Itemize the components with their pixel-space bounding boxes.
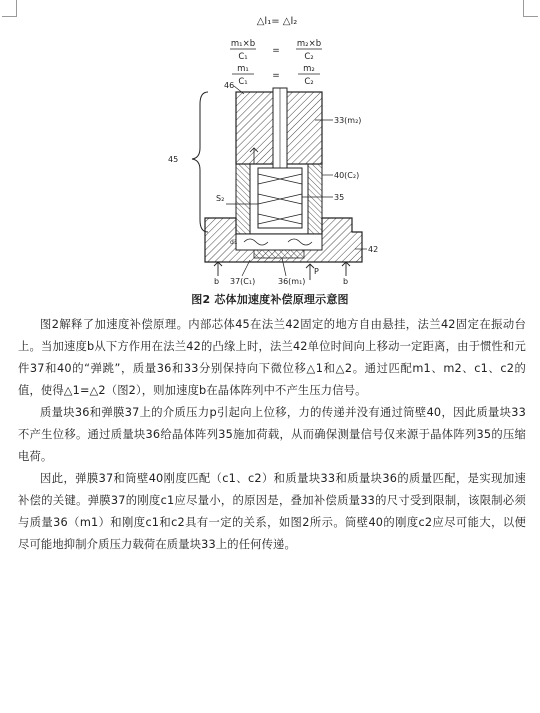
label-45: 45 bbox=[168, 155, 179, 164]
flange-cavity bbox=[236, 234, 322, 250]
figure-caption: 图2 芯体加速度补偿原理示意图 bbox=[191, 293, 349, 306]
paragraph-1: 图2解释了加速度补偿原理。内部芯体45在法兰42固定的地方自由悬挂，法兰42固定在振动台上。当加速度b从下方作用在法兰42的凸缘上时，法兰42单位时间向上移动一定距离，由于惯性和元件37和40的“弹跳”，质量36和33分别保持向下微位移△1和△2。通过匹配m1、m2、c1、c2的值，使得△1=△2（图2），则加速度b在晶体阵列中不产生压力信号。 bbox=[18, 318, 526, 397]
mass-36 bbox=[254, 250, 304, 258]
sensor-diagram-figure bbox=[150, 8, 400, 286]
pressure-arrow-icon bbox=[306, 264, 314, 280]
label-b-right: b bbox=[343, 277, 349, 286]
cylinder-wall-right bbox=[308, 164, 322, 234]
label-33: 33(m₂) bbox=[334, 116, 362, 125]
page-corner-mark-right bbox=[523, 0, 538, 17]
eq3-left-denominator: C₁ bbox=[238, 77, 248, 87]
page-corner-mark-left bbox=[2, 0, 17, 17]
eq2-right-denominator: C₂ bbox=[304, 52, 314, 62]
paragraph-3: 因此，弹膜37和筒壁40刚度匹配（c1、c2）和质量块33和质量块36的质量匹配，是实现加速补偿的关键。弹膜37的刚度c1应尽量小，的原因是，叠加补偿质量33的尺寸受到限制，该限制必须与质量36（m1）和刚度c1和c2具有一定的关系，如图2所示。筒壁40的刚度c2应尽可能大，以便尽可能地抑制介质压力载荷在质量块33上的任何传递。 bbox=[18, 472, 526, 551]
eq3-right-numerator: m₂ bbox=[303, 64, 315, 74]
label-b-left: b bbox=[214, 277, 220, 286]
label-46: 46 bbox=[224, 81, 235, 90]
cylinder-wall-left bbox=[236, 164, 250, 234]
eq3-left-numerator: m₁ bbox=[237, 64, 249, 74]
paragraph-2: 质量块36和弹膜37上的介质压力p引起向上位移，力的传递并没有通过筒壁40，因此质量块33不产生位移。通过质量块36给晶体阵列35施加荷载，从而确保测量信号仅来源于晶体阵列35的压缩电荷。 bbox=[18, 406, 526, 463]
eq2-equals: = bbox=[272, 46, 280, 56]
eq2-left-denominator: C₁ bbox=[238, 52, 248, 62]
label-p: P bbox=[314, 267, 319, 276]
eq2-right-numerator: m₂×b bbox=[296, 39, 322, 49]
label-s2: S₂ bbox=[216, 194, 225, 203]
label-d1: d1 bbox=[230, 239, 238, 246]
acceleration-arrow-left-icon bbox=[214, 262, 222, 276]
eq2-left-numerator: m₁×b bbox=[230, 39, 256, 49]
core-brace bbox=[192, 92, 208, 232]
eq3-right-denominator: C₂ bbox=[304, 77, 314, 87]
sensor-diagram bbox=[150, 8, 400, 286]
label-35: 35 bbox=[334, 193, 345, 202]
label-36: 36(m₁) bbox=[278, 277, 306, 286]
label-37: 37(C₁) bbox=[230, 277, 256, 286]
document-body bbox=[18, 314, 526, 556]
equation-delta: △l₁= △l₂ bbox=[256, 16, 298, 27]
label-40: 40(C₂) bbox=[334, 171, 360, 180]
acceleration-arrow-right-icon bbox=[342, 262, 350, 276]
eq3-equals: = bbox=[272, 71, 280, 81]
label-42: 42 bbox=[368, 245, 379, 254]
